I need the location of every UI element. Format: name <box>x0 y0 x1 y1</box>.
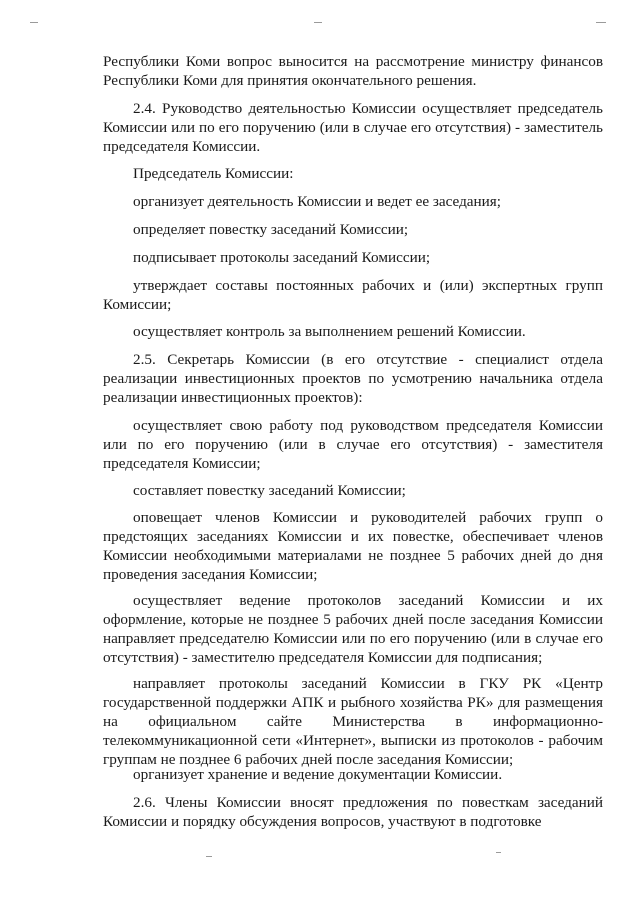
scan-mark <box>314 22 322 23</box>
scan-mark <box>496 852 501 853</box>
paragraph-chairman-duty-3: подписывает протоколы заседаний Комиссии; <box>133 249 431 266</box>
scan-mark <box>206 856 212 857</box>
paragraph-continuation: Республики Коми вопрос выносится на рассмотрение министру финансов Республики Коми для принятия окончательного решения. <box>103 53 603 89</box>
paragraph-chairman-duty-4: утверждает составы постоянных рабочих и (или) экспертных групп Комиссии; <box>103 277 603 313</box>
paragraph-secretary-duty-1: осуществляет свою работу под руководством председателя Комиссии или по его поручению (или в случае его отсутствия) - заместителя председателя Комиссии; <box>103 417 603 472</box>
paragraph-2-5: 2.5. Секретарь Комиссии (в его отсутствие - специалист отдела реализации инвестиционных проектов по усмотрению начальника отдела реализации инвестиционных проектов): <box>103 351 603 406</box>
paragraph-chairman-duty-5: осуществляет контроль за выполнением решений Комиссии. <box>133 323 526 340</box>
paragraph-chairman-heading: Председатель Комиссии: <box>133 165 294 182</box>
paragraph-secretary-duty-3: оповещает членов Комиссии и руководителей рабочих групп о предстоящих заседаниях Комиссии и их повестке, обеспечивает членов Комиссии необходимыми материалами не позднее 5 рабочих дней до дня проведения заседания Комиссии; <box>103 509 603 583</box>
paragraph-secretary-duty-6: организует хранение и ведение документации Комиссии. <box>133 766 503 783</box>
paragraph-chairman-duty-2: определяет повестку заседаний Комиссии; <box>133 221 409 238</box>
paragraph-chairman-duty-1: организует деятельность Комиссии и ведет ее заседания; <box>133 193 502 210</box>
scan-mark <box>30 22 38 23</box>
paragraph-2-6: 2.6. Члены Комиссии вносят предложения по повесткам заседаний Комиссии и порядку обсуждения вопросов, участвуют в подготовке <box>103 794 603 830</box>
paragraph-2-4: 2.4. Руководство деятельностью Комиссии осуществляет председатель Комиссии или по его поручению (или в случае его отсутствия) - заместитель председателя Комиссии. <box>103 100 603 155</box>
scan-mark <box>596 22 606 23</box>
paragraph-secretary-duty-5: направляет протоколы заседаний Комиссии в ГКУ РК «Центр государственной поддержки АПК и рыбного хозяйства РК» для размещения на официальном сайте Министерства в информационно-телекоммуникационной сети «Интернет», выписки из протоколов - рабочим группам не позднее 6 рабочих дней после заседания Комиссии; <box>103 675 603 768</box>
paragraph-secretary-duty-2: составляет повестку заседаний Комиссии; <box>133 482 406 499</box>
paragraph-secretary-duty-4: осуществляет ведение протоколов заседаний Комиссии и их оформление, которые не позднее 5 рабочих дней после заседания Комиссии направляет председателю Комиссии или по его поручению (или в случае его отсутствия) - заместителю председателя Комиссии для подписания; <box>103 592 603 666</box>
